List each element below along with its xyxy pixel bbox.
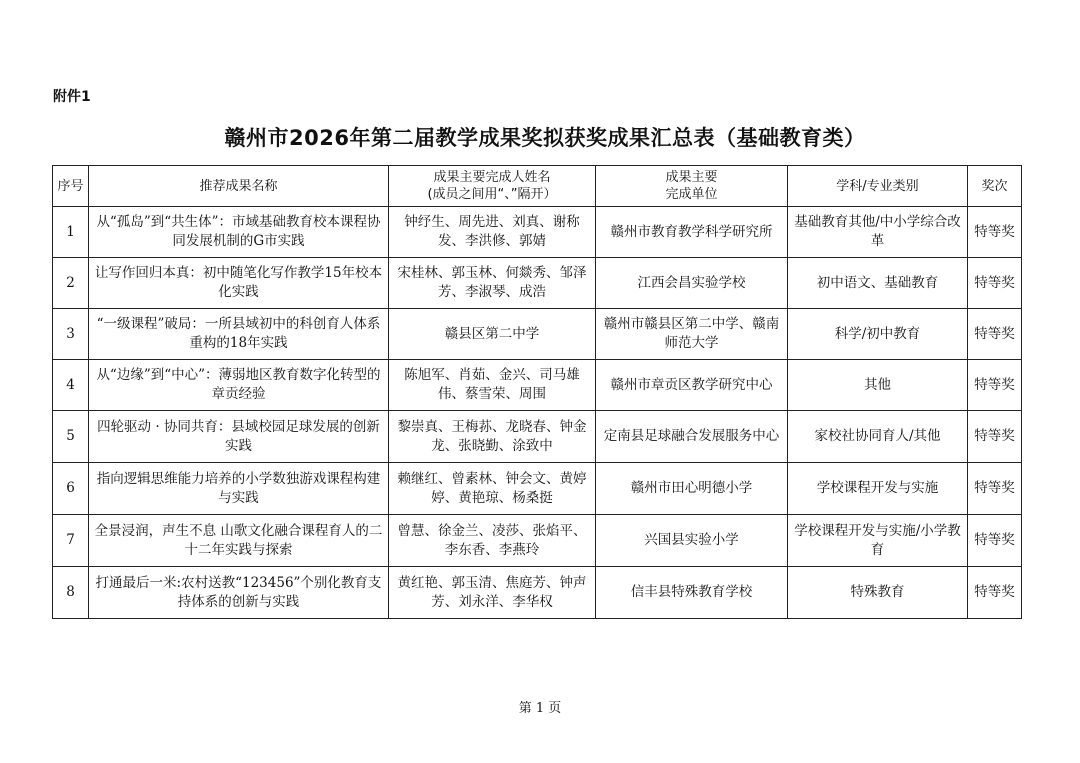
header-members-line1: 成果主要完成人姓名 — [433, 170, 551, 185]
header-name: 推荐成果名称 — [89, 166, 389, 207]
table-row — [53, 258, 1022, 309]
cell-no: 8 — [53, 567, 89, 619]
cell-name: 全景浸润，声生不息 山歌文化融合课程育人的二十二年实践与探索 — [89, 515, 389, 567]
cell-unit: 定南县足球融合发展服务中心 — [596, 411, 788, 463]
table-header-row — [53, 166, 1022, 207]
cell-name: 让写作回归本真：初中随笔化写作教学15年校本化实践 — [89, 258, 389, 309]
header-unit-line1: 成果主要 — [665, 170, 718, 185]
cell-name: 四轮驱动 · 协同共育：县域校园足球发展的创新实践 — [89, 411, 389, 463]
cell-members: 曾慧、徐金兰、凌莎、张焰平、李东香、李燕玲 — [389, 515, 596, 567]
cell-category: 科学/初中教育 — [788, 309, 968, 360]
cell-name: 从“孤岛”到“共生体”：市域基础教育校本课程协同发展机制的G市实践 — [89, 207, 389, 258]
cell-award: 特等奖 — [968, 309, 1022, 360]
cell-no: 4 — [53, 360, 89, 411]
results-table — [52, 165, 1022, 619]
cell-unit: 赣州市教育教学科学研究所 — [596, 207, 788, 258]
page-number: 第 1 页 — [518, 701, 562, 716]
cell-no: 2 — [53, 258, 89, 309]
table-row — [53, 515, 1022, 567]
cell-category: 初中语文、基础教育 — [788, 258, 968, 309]
cell-unit: 赣州市章贡区教学研究中心 — [596, 360, 788, 411]
table-row — [53, 207, 1022, 258]
table-row — [53, 309, 1022, 360]
header-unit-line2: 完成单位 — [665, 187, 718, 202]
cell-unit: 信丰县特殊教育学校 — [596, 567, 788, 619]
cell-name: 打通最后一米:农村送教“123456”个别化教育支持体系的创新与实践 — [89, 567, 389, 619]
header-no: 序号 — [53, 166, 89, 207]
cell-name: 从“边缘”到“中心”：薄弱地区教育数字化转型的章贡经验 — [89, 360, 389, 411]
header-award: 奖次 — [968, 166, 1022, 207]
cell-name: 指向逻辑思维能力培养的小学数独游戏课程构建与实践 — [89, 463, 389, 515]
cell-award: 特等奖 — [968, 515, 1022, 567]
cell-award: 特等奖 — [968, 207, 1022, 258]
cell-members: 赖继红、曾素林、钟会文、黄婷婷、黄艳琼、杨桑挺 — [389, 463, 596, 515]
cell-award: 特等奖 — [968, 411, 1022, 463]
header-category: 学科/专业类别 — [788, 166, 968, 207]
cell-no: 5 — [53, 411, 89, 463]
cell-members: 黄红艳、郭玉清、焦庭芳、钟声芳、刘永洋、李华权 — [389, 567, 596, 619]
cell-no: 1 — [53, 207, 89, 258]
cell-members: 黎崇真、王梅荪、龙晓春、钟金龙、张晓勤、涂致中 — [389, 411, 596, 463]
cell-members: 宋桂林、郭玉林、何燚秀、邹泽芳、李淑琴、成浩 — [389, 258, 596, 309]
table-row — [53, 411, 1022, 463]
cell-category: 学校课程开发与实施 — [788, 463, 968, 515]
cell-award: 特等奖 — [968, 360, 1022, 411]
cell-award: 特等奖 — [968, 567, 1022, 619]
cell-members: 赣县区第二中学 — [389, 309, 596, 360]
header-members — [389, 166, 596, 207]
attachment-label: 附件1 — [53, 89, 91, 105]
cell-category: 其他 — [788, 360, 968, 411]
page-title: 赣州市2026年第二届教学成果奖拟获奖成果汇总表（基础教育类） — [224, 126, 866, 150]
cell-no: 6 — [53, 463, 89, 515]
cell-category: 特殊教育 — [788, 567, 968, 619]
header-unit — [596, 166, 788, 207]
table-row — [53, 567, 1022, 619]
cell-award: 特等奖 — [968, 258, 1022, 309]
header-members-line2: (成员之间用“、”隔开） — [427, 187, 557, 202]
cell-members: 钟纾生、周先进、刘真、谢称发、李洪修、郭婧 — [389, 207, 596, 258]
cell-category: 学校课程开发与实施/小学教育 — [788, 515, 968, 567]
cell-name: “一级课程”破局：一所县域初中的科创育人体系重构的18年实践 — [89, 309, 389, 360]
cell-unit: 兴国县实验小学 — [596, 515, 788, 567]
cell-no: 3 — [53, 309, 89, 360]
cell-unit: 赣州市赣县区第二中学、赣南师范大学 — [596, 309, 788, 360]
table-row — [53, 463, 1022, 515]
cell-category: 家校社协同育人/其他 — [788, 411, 968, 463]
cell-members: 陈旭军、肖茹、金兴、司马雄伟、蔡雪荣、周围 — [389, 360, 596, 411]
cell-no: 7 — [53, 515, 89, 567]
cell-category: 基础教育其他/中小学综合改革 — [788, 207, 968, 258]
cell-award: 特等奖 — [968, 463, 1022, 515]
cell-unit: 江西会昌实验学校 — [596, 258, 788, 309]
cell-unit: 赣州市田心明德小学 — [596, 463, 788, 515]
table-row — [53, 360, 1022, 411]
